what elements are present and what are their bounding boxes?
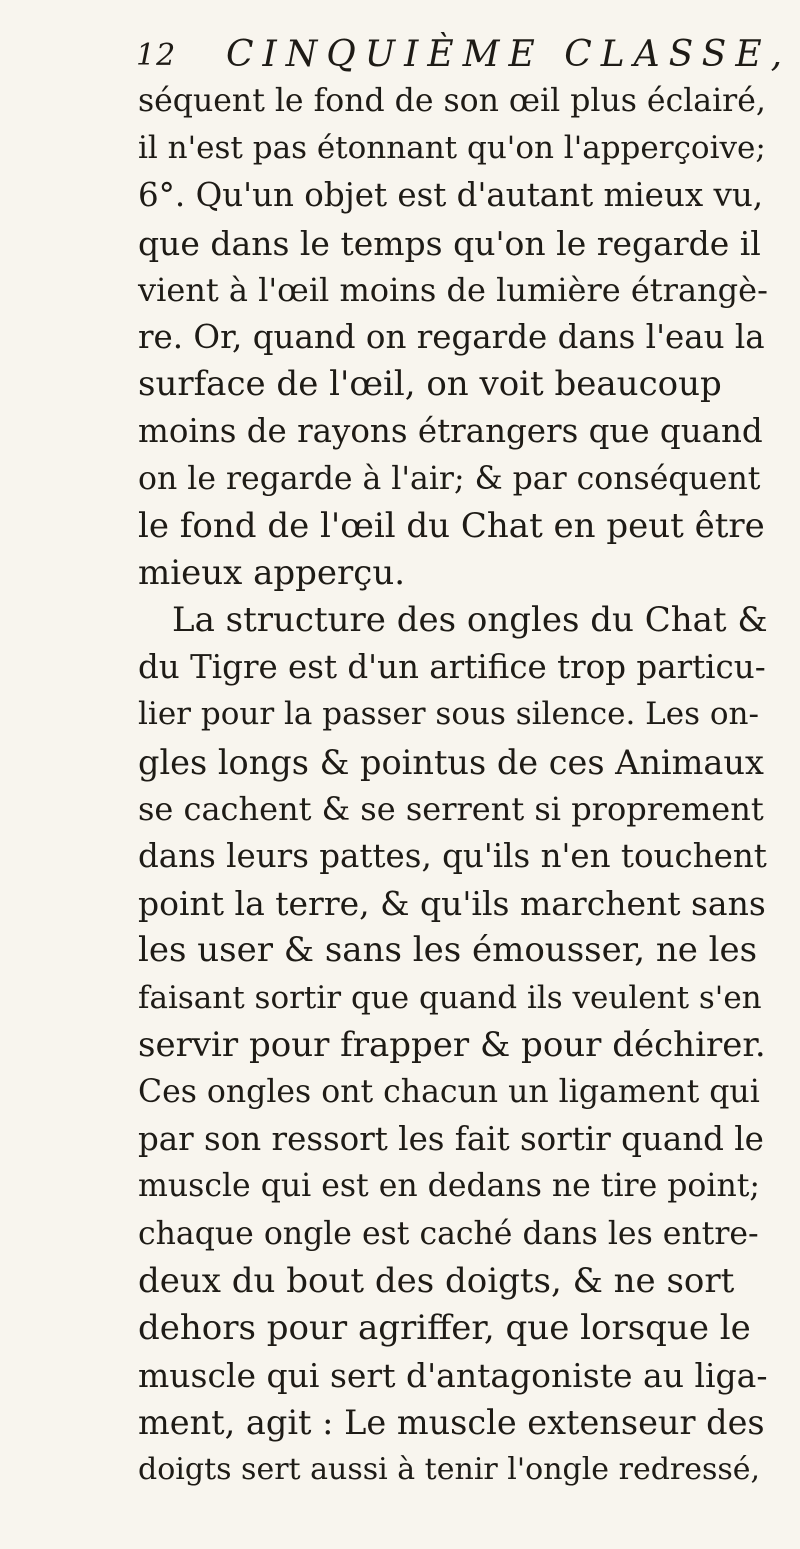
text-line: dans leurs pattes, qu'ils n'en touchent	[138, 837, 767, 875]
text-line: par son ressort les fait sortir quand le	[138, 1120, 764, 1159]
text-line: re. Or, quand on regarde dans l'eau la	[138, 317, 765, 356]
body-text	[138, 78, 768, 1494]
text-line: le fond de l'œil du Chat en peut être	[138, 505, 765, 546]
text-line: on le regarde à l'air; & par conséquent	[138, 460, 761, 497]
text-line: servir pour frapper & pour déchirer.	[138, 1024, 766, 1065]
text-line: moins de rayons étrangers que quand	[138, 412, 763, 451]
text-line: du Tigre est d'un artifice trop particu-	[138, 648, 766, 687]
text-line: il n'est pas étonnant qu'on l'apperçoive;	[138, 130, 766, 167]
text-line: que dans le temps qu'on le regarde il	[138, 223, 761, 263]
text-line: Ces ongles ont chacun un ligament qui	[138, 1073, 760, 1110]
text-line: ment, agit : Le muscle extenseur des	[138, 1403, 765, 1443]
text-line: deux du bout des doigts, & ne sort	[138, 1260, 735, 1301]
text-line: les user & sans les émousser, ne les	[138, 930, 758, 971]
text-line: 6°. Qu'un objet est d'autant mieux vu,	[138, 176, 764, 215]
text-line: se cachent & se serrent si proprement	[138, 789, 764, 828]
text-line: doigts sert aussi à tenir l'ongle redressé,	[138, 1452, 761, 1488]
text-line: surface de l'œil, on voit beaucoup	[138, 364, 722, 405]
text-line: séquent le fond de son œil plus éclairé,	[138, 83, 766, 119]
text-line: faisant sortir que quand ils veulent s'en	[138, 979, 762, 1016]
text-line: point la terre, & qu'ils marchent sans	[138, 884, 766, 924]
text-line: dehors pour agriffer, que lorsque le	[138, 1307, 751, 1348]
paragraph-start-line: La structure des ongles du Chat &	[172, 600, 768, 641]
text-line: mieux apperçu.	[138, 552, 406, 593]
text-line: gles longs & pointus de ces Animaux	[138, 742, 764, 782]
text-line: vient à l'œil moins de lumière étrangè-	[138, 270, 768, 309]
running-head-title: CINQUIÈME CLASSE,	[226, 34, 792, 75]
running-head	[0, 34, 800, 82]
text-line: lier pour la passer sous silence. Les on-	[138, 696, 759, 733]
text-line: muscle qui sert d'antagoniste au liga-	[138, 1356, 768, 1396]
page-number: 12	[136, 38, 177, 73]
text-line: muscle qui est en dedans ne tire point;	[138, 1168, 761, 1205]
text-line: chaque ongle est caché dans les entre-	[138, 1215, 759, 1252]
